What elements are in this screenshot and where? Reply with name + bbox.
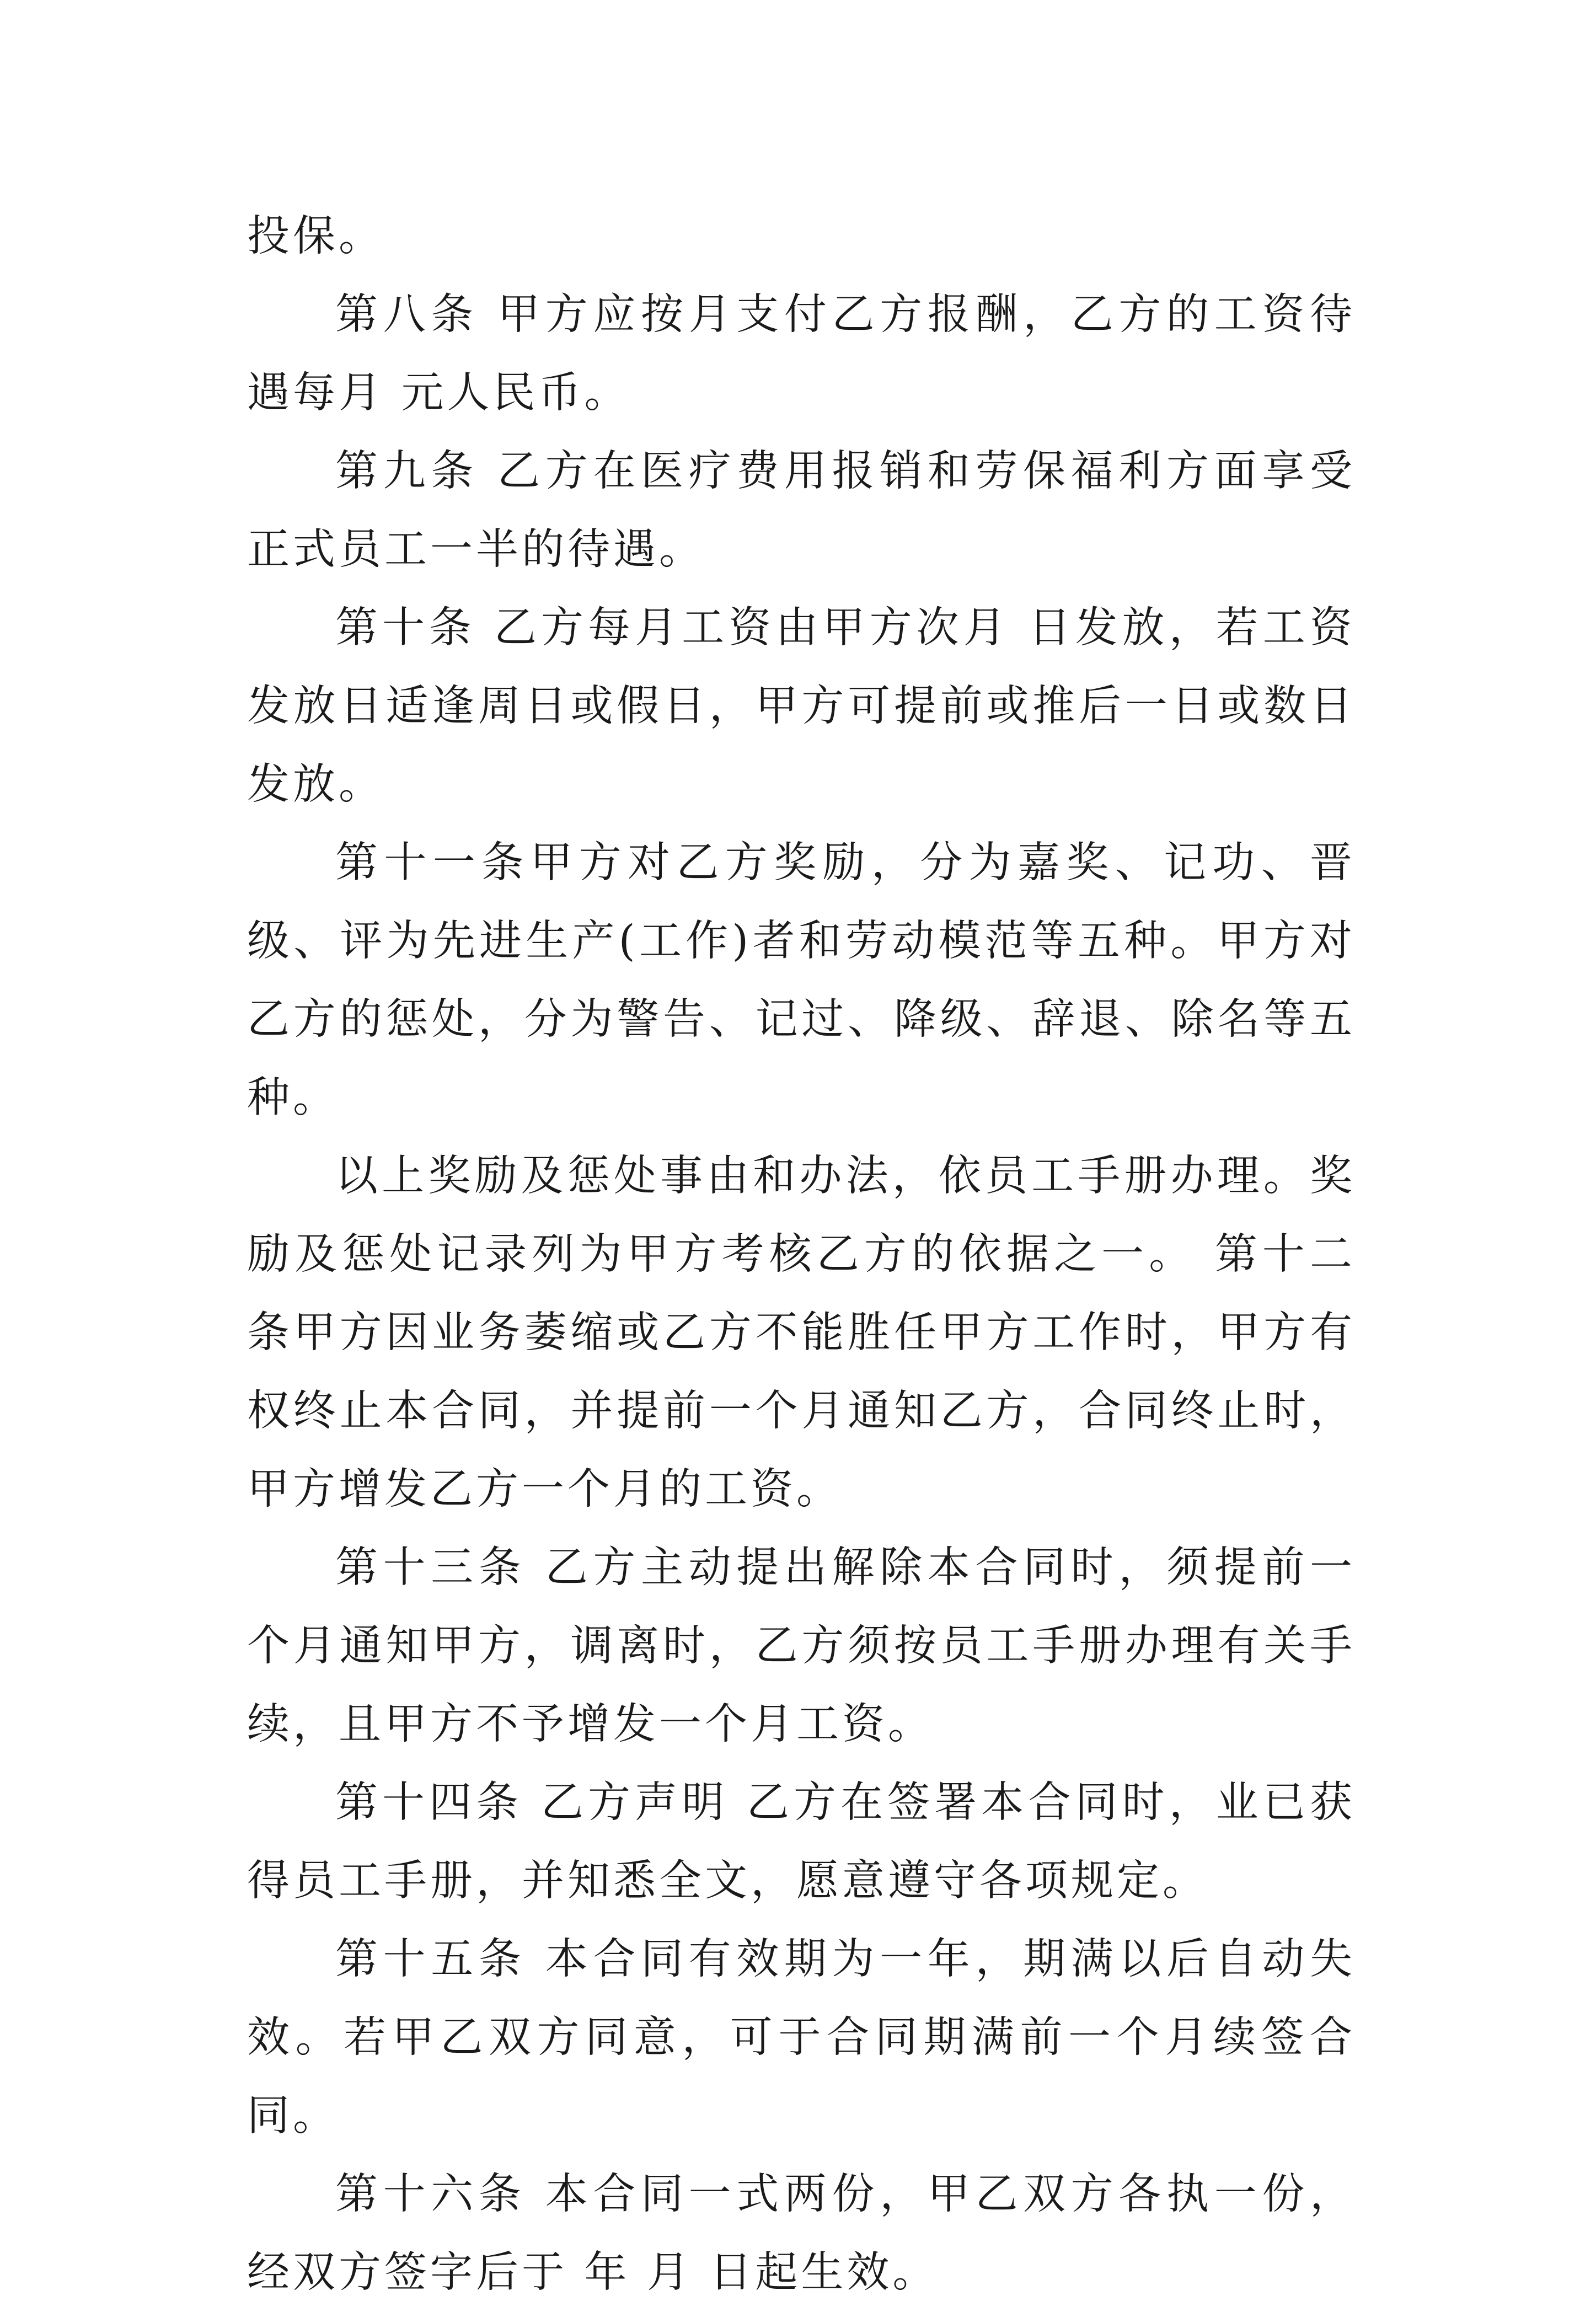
paragraph-article-15: 第十五条 本合同有效期为一年，期满以后自动失效。若甲乙双方同意，可于合同期满前一个月续签合同。 (247, 1935, 1356, 2140)
paragraph-1: 投保。 (247, 212, 384, 261)
paragraph-article-13: 第十三条 乙方主动提出解除本合同时，须提前一个月通知甲方，调离时，乙方须按员工手册办理有关手续，且甲方不予增发一个月工资。 (247, 1543, 1356, 1749)
paragraph-article-16: 第十六条 本合同一式两份，甲乙双方各执一份，经双方签字后于 年 月 日起生效。 (247, 2170, 1356, 2297)
document-body (247, 197, 1356, 2312)
paragraph-rewards-and-article-12: 以上奖励及惩处事由和办法，依员工手册办理。奖励及惩处记录列为甲方考核乙方的依据之一。 第十二条甲方因业务萎缩或乙方不能胜任甲方工作时，甲方有权终止本合同，并提前一个月通知乙方，合同终止时，甲方增发乙方一个月的工资。 (247, 1152, 1356, 1514)
paragraph-article-8: 第八条 甲方应按月支付乙方报酬，乙方的工资待遇每月 元人民币。 (247, 290, 1356, 418)
paragraph-article-9: 第九条 乙方在医疗费用报销和劳保福利方面享受正式员工一半的待遇。 (247, 447, 1356, 574)
paragraph-article-10: 第十条 乙方每月工资由甲方次月 日发放，若工资发放日适逢周日或假日，甲方可提前或推后一日或数日发放。 (247, 603, 1356, 809)
paragraph-article-14: 第十四条 乙方声明 乙方在签署本合同时，业已获得员工手册，并知悉全文，愿意遵守各项规定。 (247, 1778, 1356, 1906)
paragraph-article-11: 第十一条甲方对乙方奖励，分为嘉奖、记功、晋级、评为先进生产(工作)者和劳动模范等五种。甲方对乙方的惩处，分为警告、记过、降级、辞退、除名等五种。 (247, 838, 1356, 1122)
